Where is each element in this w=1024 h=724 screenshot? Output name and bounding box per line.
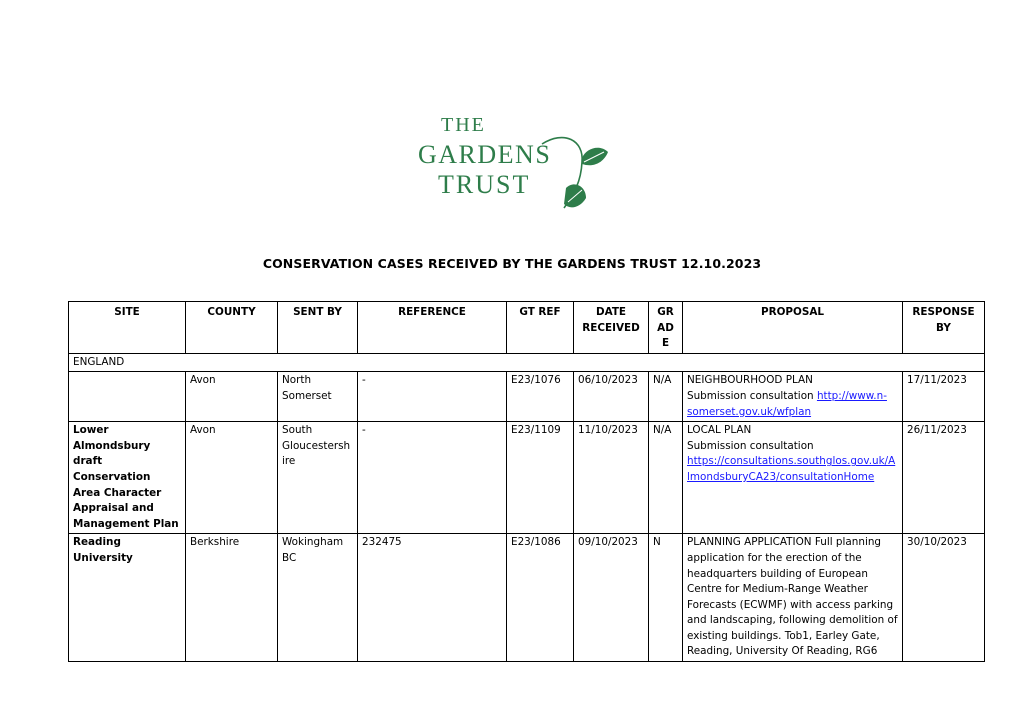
header-site: SITE — [69, 302, 186, 354]
logo-line-gardens: GARDENS — [418, 140, 552, 169]
cell-proposal — [683, 534, 903, 662]
table-header-row — [69, 302, 985, 354]
cell-reference: 232475 — [358, 534, 507, 662]
cell-reference: - — [358, 372, 507, 422]
cell-date-received: 09/10/2023 — [574, 534, 649, 662]
region-label: ENGLAND — [69, 353, 985, 372]
header-county: COUNTY — [186, 302, 278, 354]
logo-line-trust: TRUST — [438, 170, 531, 199]
cell-response-by: 26/11/2023 — [903, 422, 985, 534]
logo-line-the: THE — [441, 114, 486, 136]
cell-sent-by: South Gloucestershire — [278, 422, 358, 534]
table-row — [69, 372, 985, 422]
cell-gt-ref: E23/1109 — [507, 422, 574, 534]
header-reference: REFERENCE — [358, 302, 507, 354]
header-date-received: DATE RECEIVED — [574, 302, 649, 354]
header-response-by: RESPONSE BY — [903, 302, 985, 354]
cell-site: Lower Almondsbury draft Conservation Area Character Appraisal and Management Plan — [69, 422, 186, 534]
document-title: CONSERVATION CASES RECEIVED BY THE GARDENS TRUST 12.10.2023 — [262, 256, 762, 271]
gardens-trust-logo — [414, 112, 614, 212]
proposal-link[interactable]: https://consultations.southglos.gov.uk/AlmondsburyCA23/consultationHome — [687, 455, 896, 483]
header-proposal: PROPOSAL — [683, 302, 903, 354]
proposal-title: NEIGHBOURHOOD PLAN — [687, 374, 813, 387]
cell-sent-by: North Somerset — [278, 372, 358, 422]
proposal-text: Submission consultation — [687, 389, 817, 402]
proposal-title: LOCAL PLAN — [687, 424, 752, 437]
header-sent-by: SENT BY — [278, 302, 358, 354]
conservation-cases-table — [68, 301, 985, 662]
header-gt-ref: GT REF — [507, 302, 574, 354]
cell-reference: - — [358, 422, 507, 534]
cell-sent-by: Wokingham BC — [278, 534, 358, 662]
cell-grade: N/A — [649, 422, 683, 534]
cell-gt-ref: E23/1076 — [507, 372, 574, 422]
cell-site — [69, 372, 186, 422]
cell-grade: N/A — [649, 372, 683, 422]
proposal-text: PLANNING APPLICATION Full planning application for the erection of the headquarters building of European Centre for Medium-Range Weather Forecasts (ECWMF) with access parking and landscaping, following demolition of existing buildings. Tob1, Earley Gate, Reading, University Of Reading, RG6 — [687, 536, 898, 658]
leaf-icon — [534, 132, 614, 212]
cell-county: Berkshire — [186, 534, 278, 662]
proposal-text: Submission consultation — [687, 439, 814, 452]
proposal-link[interactable]: http://www.n-somerset.gov.uk/wfplan — [687, 389, 887, 418]
cell-response-by: 17/11/2023 — [903, 372, 985, 422]
cell-proposal — [683, 422, 903, 534]
cell-response-by: 30/10/2023 — [903, 534, 985, 662]
cell-proposal — [683, 372, 903, 422]
table-row — [69, 422, 985, 534]
cell-grade: N — [649, 534, 683, 662]
table-row — [69, 534, 985, 662]
cell-county: Avon — [186, 372, 278, 422]
cell-site: Reading University — [69, 534, 186, 662]
cell-gt-ref: E23/1086 — [507, 534, 574, 662]
cell-date-received: 11/10/2023 — [574, 422, 649, 534]
header-grade: GR AD E — [649, 302, 683, 354]
region-row — [69, 353, 985, 372]
cell-county: Avon — [186, 422, 278, 534]
cell-date-received: 06/10/2023 — [574, 372, 649, 422]
